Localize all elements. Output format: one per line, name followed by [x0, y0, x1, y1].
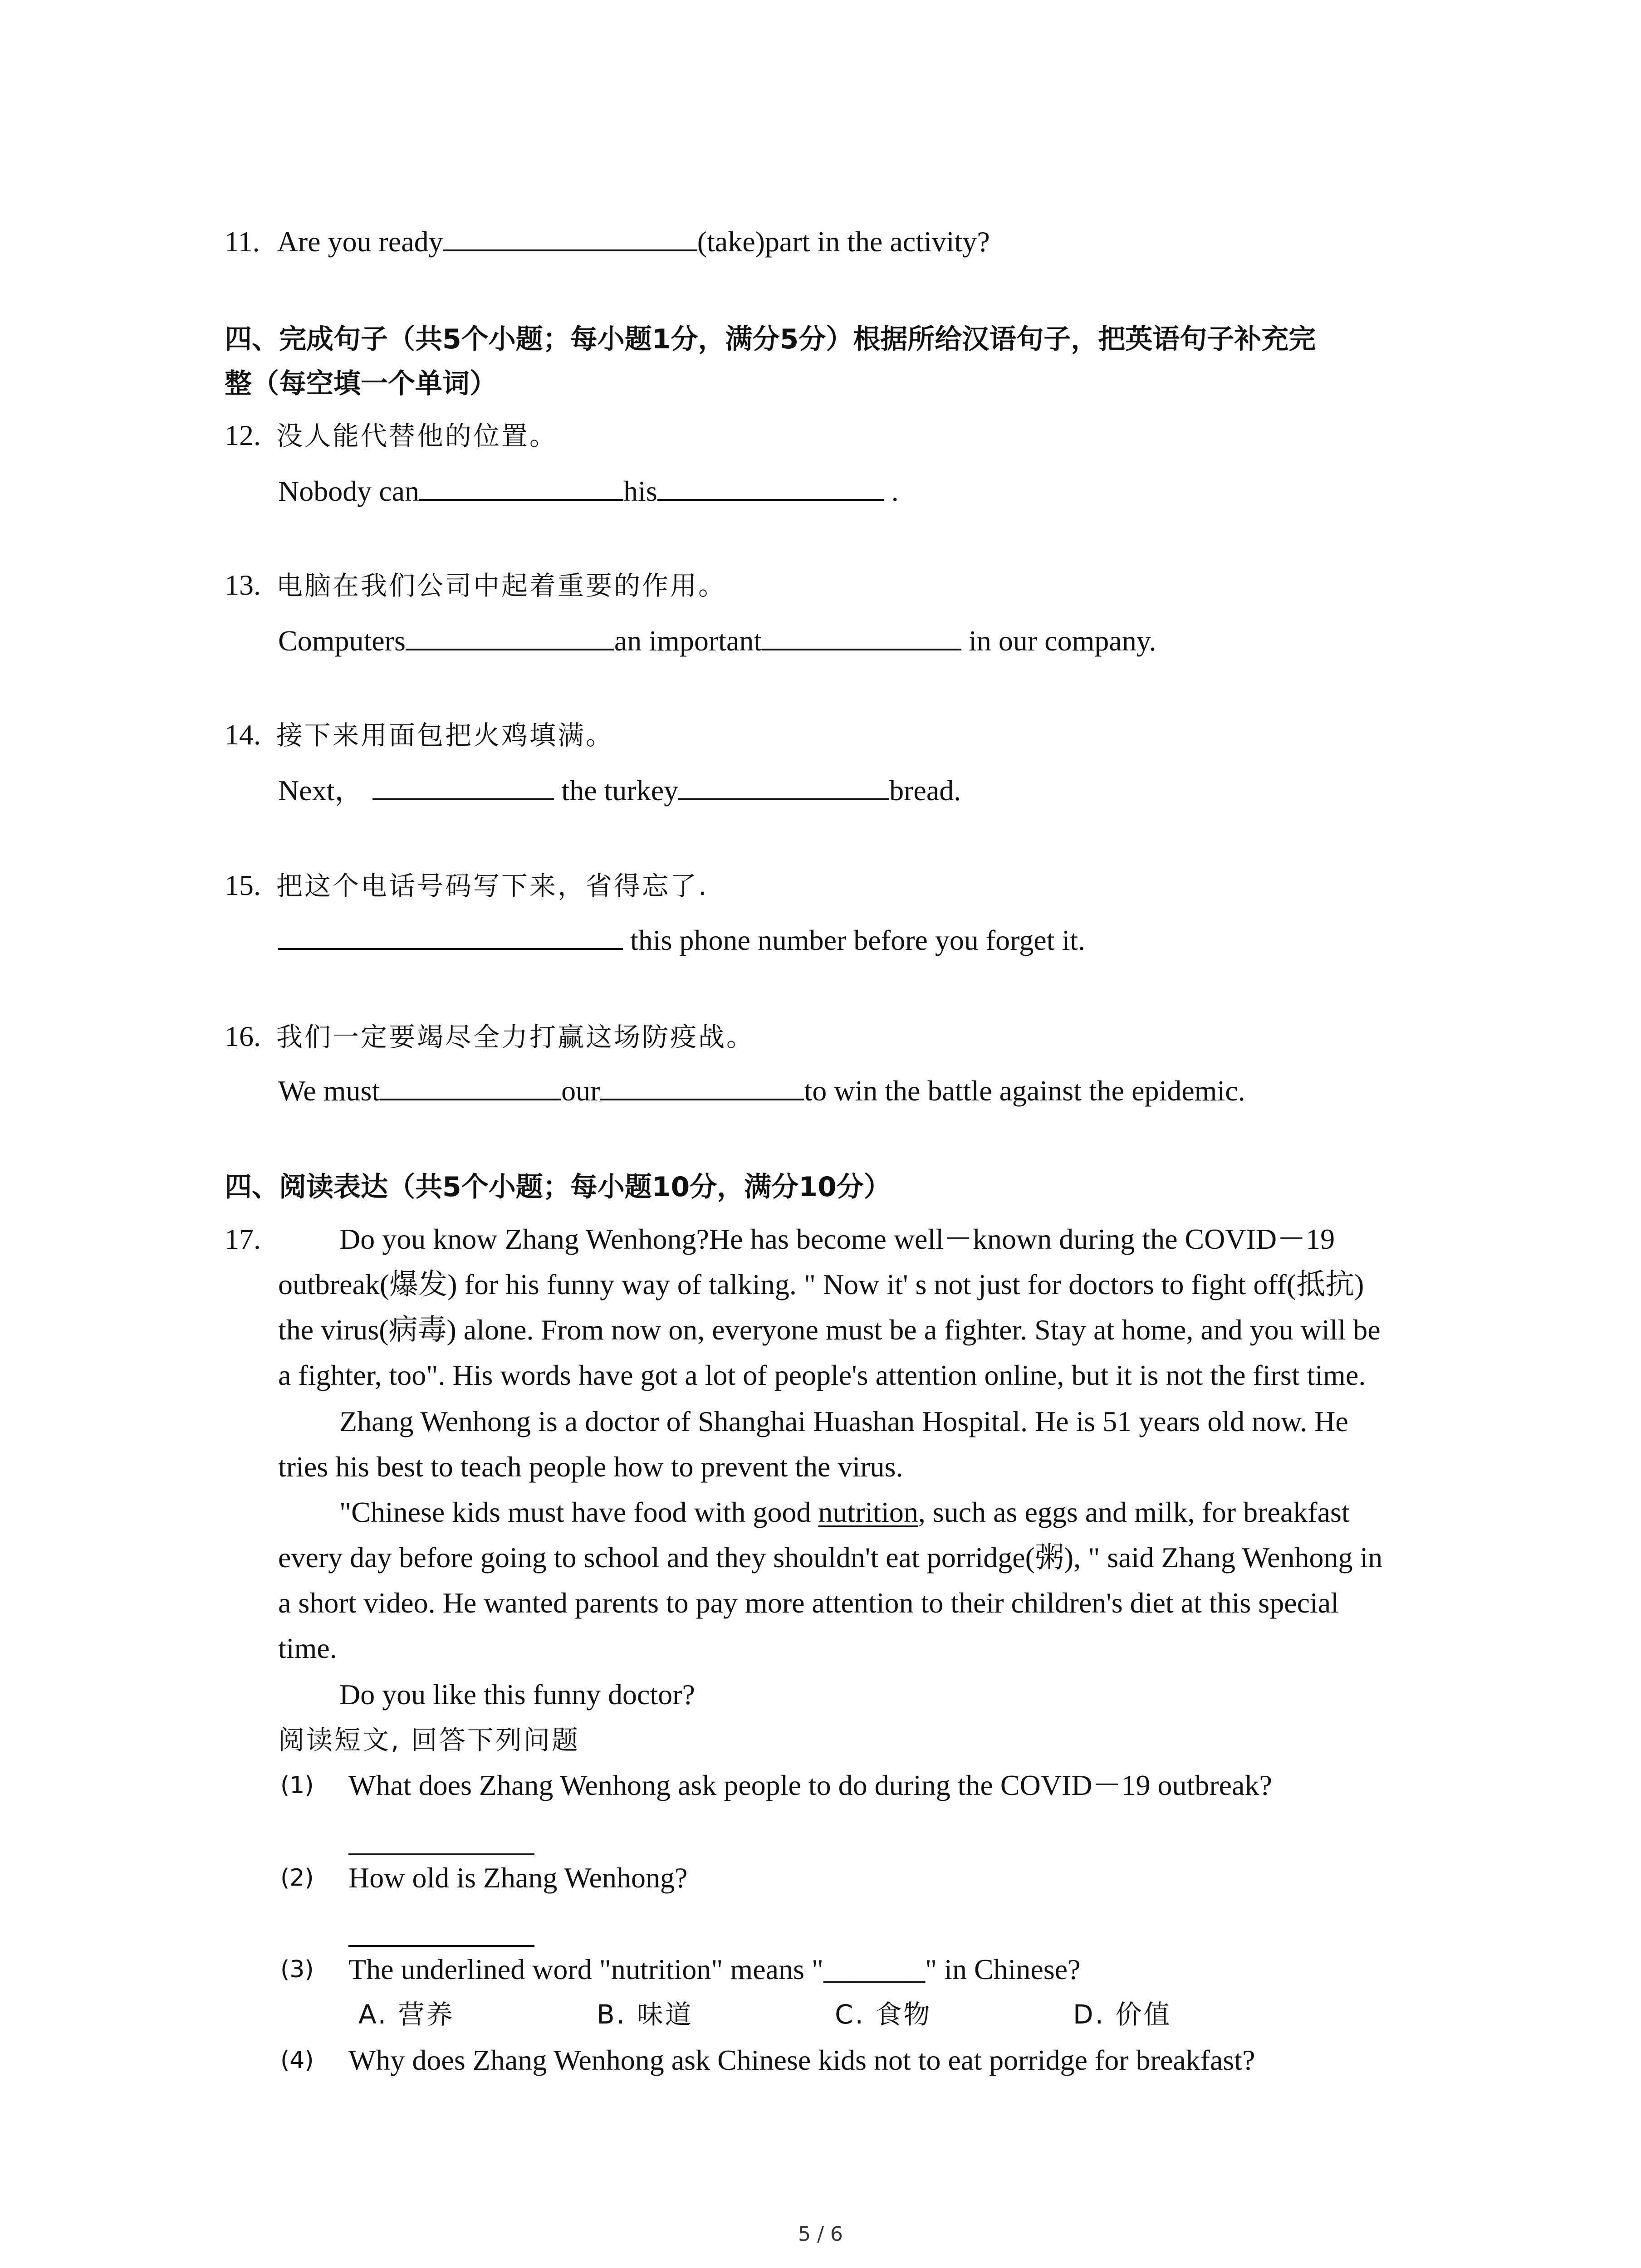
- underlined-word-nutrition: nutrition: [818, 1496, 918, 1528]
- sentence-part: an important: [614, 625, 762, 657]
- sentence-part: We must: [278, 1075, 380, 1107]
- question-16-english: [278, 1071, 1245, 1109]
- question-number: 12.: [225, 419, 261, 451]
- passage-line: outbreak(爆发) for his funny way of talking. " Now it' s not just for doctors to fight off(抵抗): [278, 1268, 1364, 1300]
- question-text-after: (take)part in the activity?: [697, 225, 990, 258]
- answer-blank[interactable]: [348, 1943, 534, 1947]
- question-number: 16.: [225, 1020, 261, 1052]
- sentence-part: Computers: [278, 625, 406, 657]
- answer-blank[interactable]: [348, 1852, 534, 1855]
- sentence-part: Nobody can: [278, 475, 420, 507]
- passage-line: a short video. He wanted parents to pay more attention to their children's diet at this special: [278, 1587, 1339, 1619]
- chinese-sentence: 电脑在我们公司中起着重要的作用。: [276, 570, 727, 601]
- answer-blank[interactable]: [678, 771, 889, 800]
- passage-text: "Chinese kids must have food with good: [339, 1496, 818, 1528]
- sentence-part: Next，: [278, 774, 364, 807]
- question-12-english: [278, 472, 899, 509]
- answer-blank[interactable]: [406, 621, 614, 650]
- answer-blank[interactable]: [657, 472, 884, 501]
- chinese-sentence: 把这个电话号码写下来，省得忘了.: [276, 870, 709, 901]
- sentence-part: in our company.: [961, 625, 1156, 657]
- sub-question-number: (4): [280, 2047, 314, 2074]
- answer-options: [358, 1996, 1172, 2033]
- question-text-before: Are you ready: [277, 225, 443, 258]
- passage-text: , such as eggs and milk, for breakfast: [918, 1496, 1350, 1528]
- passage-line: Do you like this funny doctor?: [339, 1678, 695, 1711]
- sub-question-text: What does Zhang Wenhong ask people to do during the COVID－19 outbreak?: [348, 1769, 1272, 1801]
- question-14-english: [278, 771, 961, 809]
- sentence-part: the turkey: [554, 774, 679, 807]
- sentence-part: .: [891, 475, 899, 507]
- passage-line: tries his best to teach people how to prevent the virus.: [278, 1451, 903, 1483]
- sub-question-number: (3): [280, 1956, 314, 1983]
- question-14-chinese: [225, 717, 614, 753]
- passage-line: [339, 1494, 1350, 1530]
- question-11: [225, 222, 990, 260]
- question-number: 14.: [225, 719, 261, 751]
- answer-blank[interactable]: [419, 472, 623, 501]
- option-a[interactable]: A. 营养: [358, 1999, 455, 2030]
- question-16-chinese: [225, 1018, 754, 1055]
- sub-question-text: How old is Zhang Wenhong?: [348, 1862, 688, 1894]
- sub-question-text: Why does Zhang Wenhong ask Chinese kids not to eat porridge for breakfast?: [348, 2044, 1255, 2076]
- page-number: 5 / 6: [798, 2223, 843, 2246]
- answer-blank[interactable]: [443, 222, 697, 251]
- sentence-part: this phone number before you forget it.: [623, 924, 1086, 956]
- chinese-sentence: 接下来用面包把火鸡填满。: [276, 720, 614, 751]
- sentence-part: our: [561, 1075, 600, 1107]
- chinese-sentence: 没人能代替他的位置。: [276, 420, 558, 451]
- answer-blank[interactable]: [762, 621, 961, 650]
- option-c[interactable]: C. 食物: [835, 1999, 932, 2030]
- section-heading-line-1: 四、完成句子（共5个小题；每小题1分，满分5分）根据所给汉语句子，把英语句子补充完: [225, 323, 1316, 355]
- sub-question-number: (2): [280, 1864, 314, 1892]
- sub-question-number: (1): [280, 1772, 314, 1799]
- passage-line: Do you know Zhang Wenhong?He has become well－known during the COVID－19: [339, 1223, 1335, 1255]
- question-17-number: 17.: [225, 1223, 261, 1255]
- passage-line: time.: [278, 1632, 337, 1664]
- question-13-chinese: [225, 567, 726, 604]
- question-15-chinese: [225, 867, 708, 904]
- passage-line: every day before going to school and they shouldn't eat porridge(粥), " said Zhang Wenhong in: [278, 1541, 1383, 1574]
- sub-question-text: The underlined word "nutrition" means "_______" in Chinese?: [348, 1953, 1081, 1985]
- sentence-part: his: [623, 475, 657, 507]
- answer-blank[interactable]: [600, 1071, 804, 1100]
- chinese-sentence: 我们一定要竭尽全力打赢这场防疫战。: [276, 1022, 755, 1052]
- passage-line: Zhang Wenhong is a doctor of Shanghai Huashan Hospital. He is 51 years old now. He: [339, 1405, 1348, 1437]
- question-12-chinese: [225, 417, 558, 454]
- question-number: 11.: [225, 225, 260, 258]
- answer-blank[interactable]: [278, 921, 623, 950]
- option-b[interactable]: B. 味道: [597, 1999, 693, 2030]
- answer-blank[interactable]: [380, 1071, 561, 1100]
- answer-blank[interactable]: [372, 771, 554, 800]
- passage-line: the virus(病毒) alone. From now on, everyone must be a fighter. Stay at home, and you will be: [278, 1314, 1381, 1346]
- reading-instruction: 阅读短文, 回答下列问题: [278, 1725, 580, 1755]
- question-number: 15.: [225, 869, 261, 901]
- section-heading-line-2: 整（每空填一个单词）: [225, 368, 497, 400]
- passage-line: a fighter, too". His words have got a lot of people's attention online, but it is not the first time.: [278, 1359, 1366, 1391]
- question-15-english: [278, 921, 1085, 958]
- sentence-part: bread.: [889, 774, 961, 807]
- option-d[interactable]: D. 价值: [1073, 1999, 1172, 2030]
- sentence-part: to win the battle against the epidemic.: [804, 1075, 1245, 1107]
- question-13-english: [278, 621, 1156, 659]
- reading-section-heading: 四、阅读表达（共5个小题；每小题10分，满分10分）: [225, 1171, 891, 1203]
- question-number: 13.: [225, 569, 261, 601]
